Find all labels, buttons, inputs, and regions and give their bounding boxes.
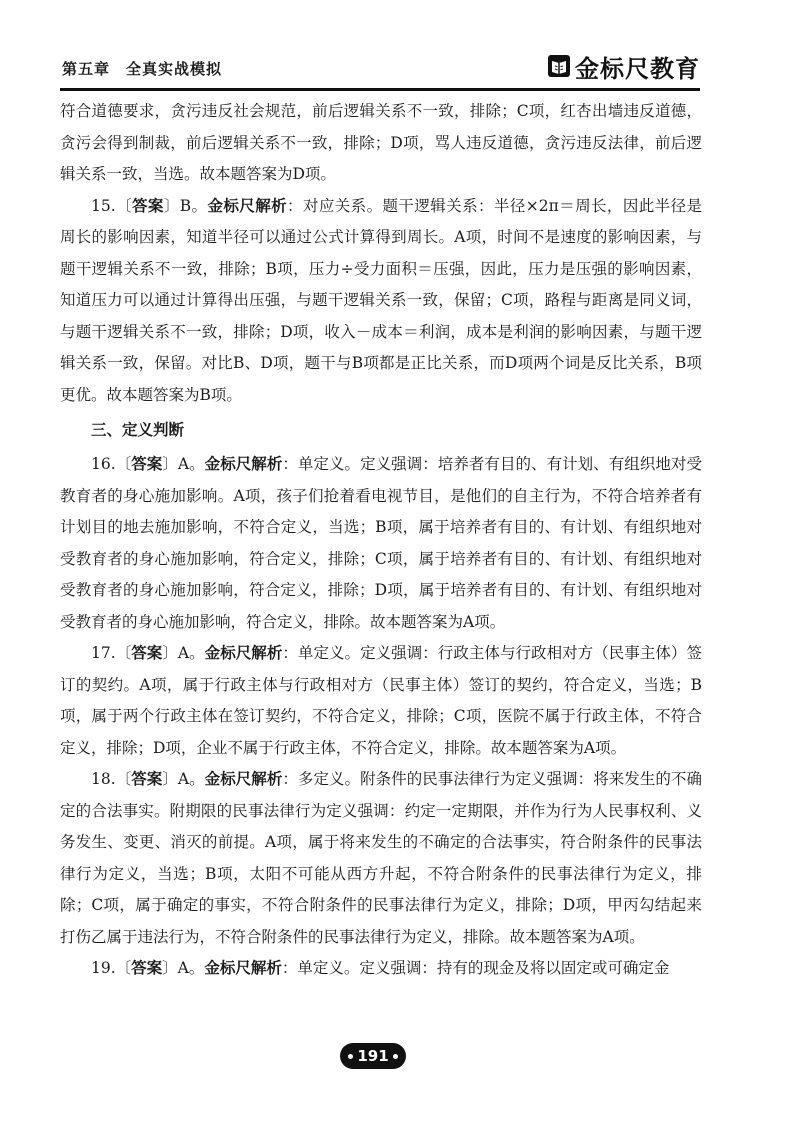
paragraph-q14-continuation: 符合道德要求，贪污违反社会规范，前后逻辑关系不一致，排除；C项，红杏出墙违反道德，贪污会得到制裁，前后逻辑关系不一致，排除；D项，骂人违反道德，贪污违反法律，前后逻辑关系一致，当选。故本题答案为D项。 bbox=[60, 102, 702, 183]
page-number: 191 bbox=[357, 1047, 389, 1065]
book-logo-icon bbox=[547, 54, 571, 78]
page-content bbox=[60, 96, 702, 985]
brand-name: 金标尺教育 bbox=[575, 54, 700, 83]
analysis-label: 金标尺解析 bbox=[207, 196, 288, 215]
answer-item-16: 16.〔答案〕A。金标尺解析：单定义。定义强调：培养者有目的、有计划、有组织地对受教育者的身心施加影响。A项，孩子们抢着看电视节目，是他们的自主行为，不符合培养者有计划目的地去施加影响，不符合定义，当选；B项，属于培养者有目的、有计划、有组织地对受教育者的身心施加影响，符合定义，排除；C项，属于培养者有目的、有计划、有组织地对受教育者的身心施加影响，符合定义，排除；D项，属于培养者有目的、有计划、有组织地对受教育者的身心施加影响，符合定义，排除。故本题答案为A项。 bbox=[60, 455, 702, 631]
analysis-label: 金标尺解析 bbox=[204, 770, 283, 788]
answer-item-17: 17.〔答案〕A。金标尺解析：单定义。定义强调：行政主体与行政相对方（民事主体）签订的契约。A项，属于行政主体与行政相对方（民事主体）签订的契约，符合定义，当选；B项，属于两个行政主体在签订契约，不符合定义，排除；C项，医院不属于行政主体，不符合定义，排除；D项，企业不属于行政主体，不符合定义，排除。故本题答案为A项。 bbox=[60, 644, 702, 757]
brand-logo bbox=[547, 50, 700, 82]
analysis-label: 金标尺解析 bbox=[204, 455, 283, 473]
dot-icon bbox=[393, 1054, 398, 1059]
answer-item-18: 18.〔答案〕A。金标尺解析：多定义。附条件的民事法律行为定义强调：将来发生的不确定的合法事实。附期限的民事法律行为定义强调：约定一定期限，并作为行为人民事权利、义务发生、变更、消灭的前提。A项，属于将来发生的不确定的合法事实，符合附条件的民事法律行为定义，当选；B项，太阳不可能从西方升起，不符合附条件的民事法律行为定义，排除；C项，属于确定的事实，不符合附条件的民事法律行为定义，排除；D项，甲丙勾结起来打伤乙属于违法行为，不符合附条件的民事法律行为定义，排除。故本题答案为A项。 bbox=[60, 770, 702, 946]
answer-label: 答案 bbox=[131, 196, 164, 215]
dot-icon bbox=[348, 1054, 353, 1059]
page-number-badge bbox=[340, 1043, 406, 1069]
chapter-title: 第五章 全真实战模拟 bbox=[62, 60, 223, 78]
header-rule bbox=[60, 88, 700, 91]
analysis-label: 金标尺解析 bbox=[204, 644, 283, 662]
analysis-label: 金标尺解析 bbox=[204, 959, 282, 977]
section-title: 三、定义判断 bbox=[91, 421, 185, 439]
answer-label: 答案 bbox=[131, 644, 163, 662]
answer-item-19: 19.〔答案〕A。金标尺解析：单定义。定义强调：持有的现金及将以固定或可确定金 bbox=[91, 959, 670, 977]
answer-label: 答案 bbox=[131, 770, 163, 788]
answer-label: 答案 bbox=[131, 959, 163, 977]
answer-item-15: 15.〔答案〕B。金标尺解析：对应关系。题干逻辑关系：半径×2π＝周长，因此半径是周长的影响因素，知道半径可以通过公式计算得到周长。A项，时间不是速度的影响因素，与题干逻辑关系不一致，排除；B项，压力÷受力面积＝压强，因此，压力是压强的影响因素，知道压力可以通过计算得出压强，与题干逻辑关系一致，保留；C项，路程与距离是同义词，与题干逻辑关系不一致，排除；D项，收入－成本＝利润，成本是利润的影响因素，与题干逻辑关系一致，保留。对比B、D项，题干与B项都是正比关系，而D项两个词是反比关系，B项更优。故本题答案为B项。 bbox=[60, 196, 702, 404]
answer-label: 答案 bbox=[131, 455, 163, 473]
page-header bbox=[60, 50, 700, 86]
